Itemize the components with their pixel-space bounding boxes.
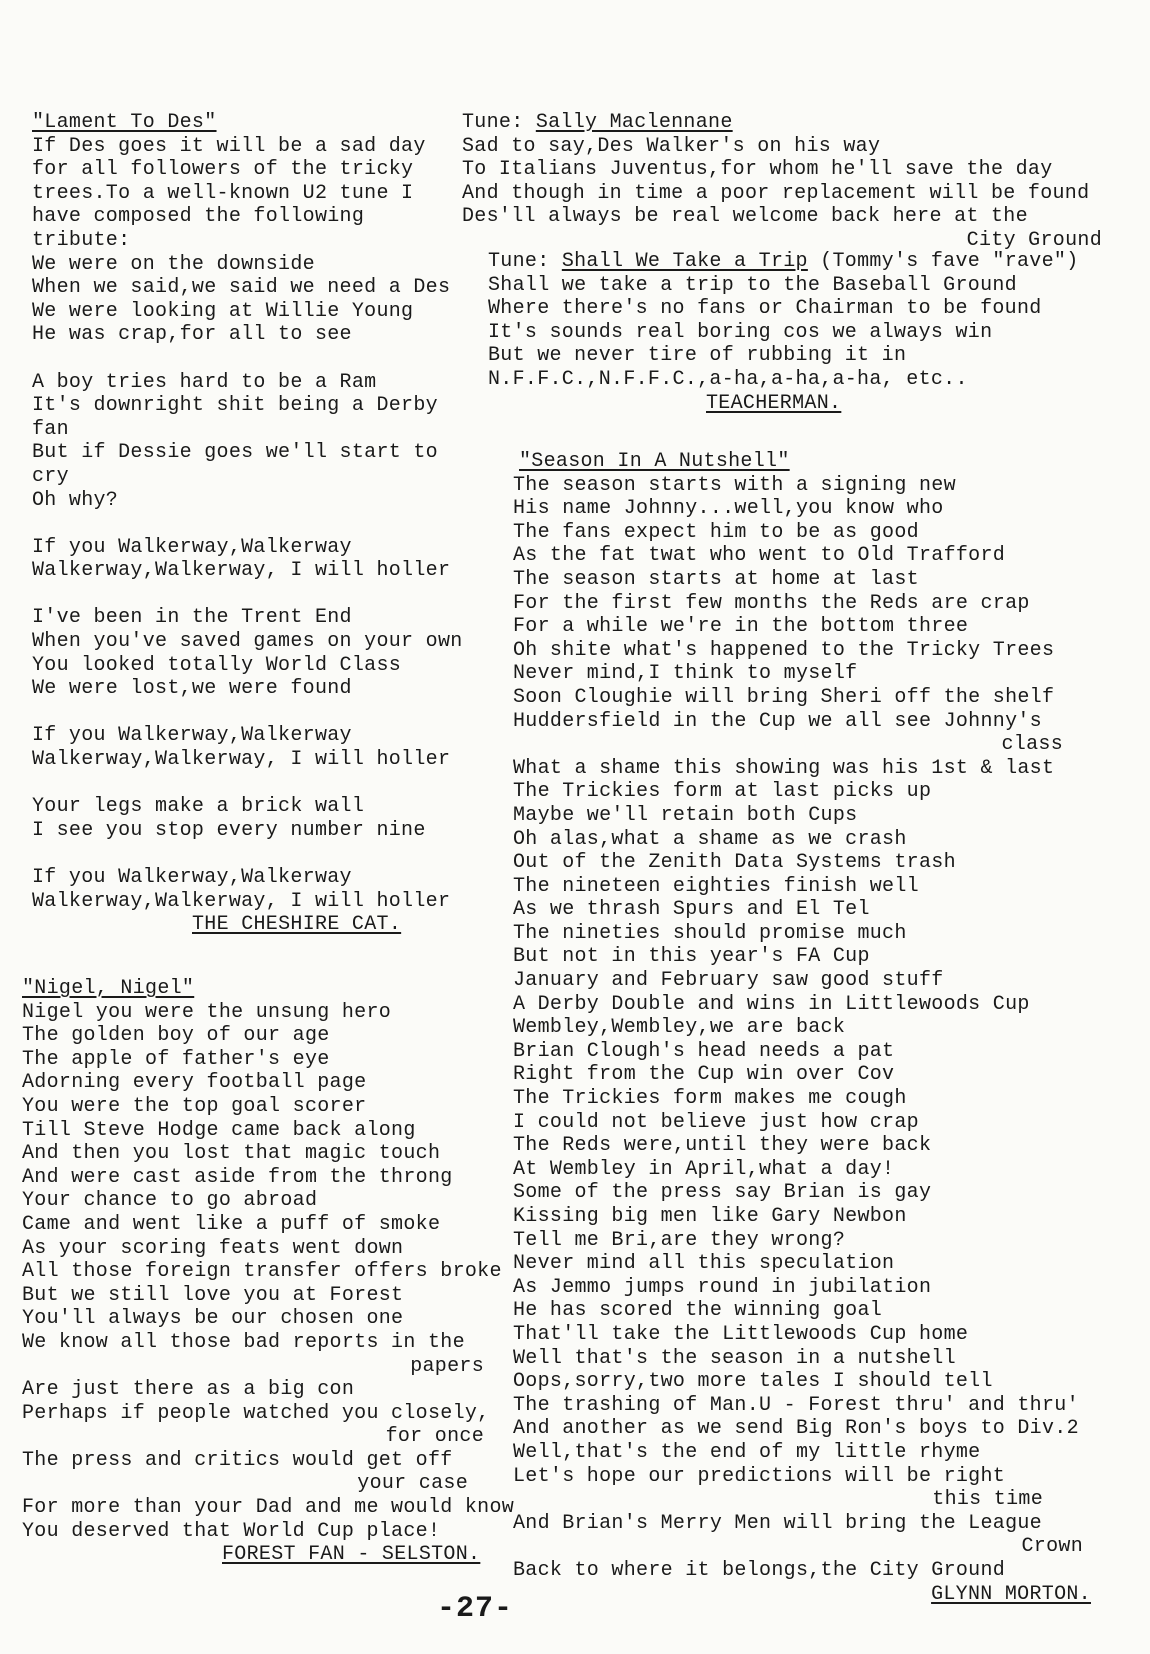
poem-line: For the first few months the Reds are crap xyxy=(513,591,1030,615)
poem-line: We know all those bad reports in the xyxy=(22,1330,465,1354)
poem-line-wrap: City Ground xyxy=(966,228,1102,252)
poem-line: We were looking at Willie Young xyxy=(32,299,414,323)
lament-verse xyxy=(32,795,502,842)
poem-line: As we thrash Spurs and El Tel xyxy=(513,898,870,922)
poem-line: have composed the following xyxy=(32,205,365,229)
poem-line: And were cast aside from the throng xyxy=(22,1165,453,1189)
poem-line: Came and went like a puff of smoke xyxy=(22,1212,441,1236)
poem-line: As the fat twat who went to Old Trafford xyxy=(513,544,1006,568)
poem-line: To Italians Juventus,for whom he'll save the day xyxy=(462,158,1053,182)
poem-line: If you Walkerway,Walkerway xyxy=(32,535,352,559)
poem-line: Oh alas,what a shame as we crash xyxy=(513,827,907,851)
poem-line: As Jemmo jumps round in jubilation xyxy=(513,1275,932,1299)
poem-line: You were the top goal scorer xyxy=(22,1094,367,1118)
poem-line: Till Steve Hodge came back along xyxy=(22,1118,416,1142)
poem-line: Sad to say,Des Walker's on his way xyxy=(462,134,881,158)
poem-line: Right from the Cup win over Cov xyxy=(513,1063,895,1087)
poem-line: The press and critics would get off xyxy=(22,1448,453,1472)
poem-line: His name Johnny...well,you know who xyxy=(513,497,944,521)
poem-line: We were lost,we were found xyxy=(32,677,352,701)
poem-line: As your scoring feats went down xyxy=(22,1236,404,1260)
poem-line: A Derby Double and wins in Littlewoods Cup xyxy=(513,992,1030,1016)
poem-line: But not in this year's FA Cup xyxy=(513,945,870,969)
poem-line-wrap: for once xyxy=(385,1425,484,1449)
poem-line: Well that's the season in a nutshell xyxy=(513,1346,956,1370)
poem-line: For a while we're in the bottom three xyxy=(513,615,969,639)
poem-line: At Wembley in April,what a day! xyxy=(513,1157,895,1181)
poem-line: Let's hope our predictions will be right xyxy=(513,1464,1006,1488)
poem-line-wrap: papers xyxy=(410,1354,484,1378)
poem-line: Walkerway,Walkerway, I will holler xyxy=(32,559,451,583)
season-author: GLYNN MORTON. xyxy=(931,1582,1091,1606)
tune-name: Sally Maclennane xyxy=(535,111,733,134)
lament-poem xyxy=(32,111,502,937)
lament-verse xyxy=(32,371,502,513)
poem-line: January and February saw good stuff xyxy=(513,969,944,993)
poem-line: I could not believe just how crap xyxy=(513,1110,919,1134)
poem-line: You'll always be our chosen one xyxy=(22,1307,404,1331)
poem-line: Wembley,Wembley,we are back xyxy=(513,1016,846,1040)
poem-line: Where there's no fans or Chairman to be found xyxy=(488,297,1042,321)
poem-line: Your chance to go abroad xyxy=(22,1189,318,1213)
poem-line: A boy tries hard to be a Ram xyxy=(32,370,377,394)
poem-line: The Trickies form makes me cough xyxy=(513,1087,907,1111)
poem-line: And then you lost that magic touch xyxy=(22,1142,441,1166)
poem-line: Oh why? xyxy=(32,488,119,512)
poem-line: Tell me Bri,are they wrong? xyxy=(513,1228,846,1252)
poem-line: The trashing of Man.U - Forest thru' and thru' xyxy=(513,1393,1079,1417)
poem-line-wrap: Crown xyxy=(1021,1535,1083,1559)
trip-author: TEACHERMAN. xyxy=(706,391,842,415)
poem-line: The Reds were,until they were back xyxy=(513,1134,932,1158)
poem-line: fan xyxy=(32,417,69,441)
poem-line: Some of the press say Brian is gay xyxy=(513,1181,932,1205)
poem-line: Perhaps if people watched you closely, xyxy=(22,1401,490,1425)
poem-line: If you Walkerway,Walkerway xyxy=(32,724,352,748)
poem-line: He was crap,for all to see xyxy=(32,323,352,347)
poem-line: If you Walkerway,Walkerway xyxy=(32,866,352,889)
lament-author: THE CHESHIRE CAT. xyxy=(192,913,402,937)
poem-line: Back to where it belongs,the City Ground xyxy=(513,1558,1006,1582)
poem-line: The Trickies form at last picks up xyxy=(513,780,932,804)
poem-line: trees.To a well-known U2 tune I xyxy=(32,181,414,205)
poem-line: When we said,we said we need a Des xyxy=(32,276,451,300)
poem-line: If Des goes it will be a sad day xyxy=(32,134,426,158)
poem-line-wrap: your case xyxy=(357,1472,468,1496)
poem-line: Walkerway,Walkerway, I will holler xyxy=(32,748,451,772)
poem-line: It's downright shit being a Derby xyxy=(32,394,438,418)
poem-line: for all followers of the tricky xyxy=(32,158,414,182)
poem-line: tribute: xyxy=(32,228,131,252)
poem-line: Huddersfield in the Cup we all see Johnny's xyxy=(513,709,1042,733)
poem-line: I see you stop every number nine xyxy=(32,818,426,842)
poem-line: You deserved that World Cup place! xyxy=(22,1519,441,1543)
poem-line-wrap: class xyxy=(1001,733,1063,757)
trip-song xyxy=(488,250,1128,415)
poem-line: Nigel you were the unsung hero xyxy=(22,1000,392,1024)
poem-line: Des'll always be real welcome back here at the xyxy=(462,205,1028,229)
poem-line: All those foreign transfer offers broke xyxy=(22,1260,502,1284)
poem-line: The season starts at home at last xyxy=(513,567,919,591)
page-number: -27- xyxy=(437,1592,514,1626)
tune-label: Tune: xyxy=(488,250,562,273)
poem-line: Are just there as a big con xyxy=(22,1378,355,1402)
poem-line: For more than your Dad and me would know xyxy=(22,1496,515,1520)
nigel-poem xyxy=(22,977,515,1567)
poem-line: Adorning every football page xyxy=(22,1071,367,1095)
poem-line: And Brian's Merry Men will bring the League xyxy=(513,1511,1042,1535)
nigel-title: "Nigel, Nigel" xyxy=(22,977,195,1000)
poem-line: What a shame this showing was his 1st & last xyxy=(513,756,1055,780)
season-poem xyxy=(513,450,1133,1606)
poem-line: The apple of father's eye xyxy=(22,1047,330,1071)
poem-line: The nineties should promise much xyxy=(513,921,907,945)
poem-line: But we never tire of rubbing it in xyxy=(488,344,907,368)
poem-line: Shall we take a trip to the Baseball Ground xyxy=(488,273,1017,297)
poem-line: I've been in the Trent End xyxy=(32,606,352,630)
poem-line: He has scored the winning goal xyxy=(513,1299,883,1323)
lament-title: "Lament To Des" xyxy=(32,111,217,134)
poem-line: Soon Cloughie will bring Sheri off the shelf xyxy=(513,685,1055,709)
poem-line: Oh shite what's happened to the Tricky Trees xyxy=(513,638,1055,662)
lament-verse xyxy=(32,606,502,700)
poem-line: That'll take the Littlewoods Cup home xyxy=(513,1322,969,1346)
poem-line: But if Dessie goes we'll start to xyxy=(32,441,438,465)
poem-line: And another as we send Big Ron's boys to Div.2 xyxy=(513,1417,1079,1441)
poem-line: Out of the Zenith Data Systems trash xyxy=(513,851,956,875)
tune-label: Tune: xyxy=(462,111,536,134)
poem-line: Brian Clough's head needs a pat xyxy=(513,1039,895,1063)
poem-line: Maybe we'll retain both Cups xyxy=(513,803,858,827)
poem-line: Walkerway,Walkerway, I will holler xyxy=(32,889,451,913)
poem-line-wrap: this time xyxy=(932,1488,1043,1512)
poem-line: The fans expect him to be as good xyxy=(513,520,919,544)
lament-chorus xyxy=(32,536,502,583)
season-title: "Season In A Nutshell" xyxy=(519,450,790,473)
lament-verse xyxy=(32,253,502,347)
nigel-author: FOREST FAN - SELSTON. xyxy=(222,1543,481,1567)
poem-line: Your legs make a brick wall xyxy=(32,795,365,819)
sally-song xyxy=(462,111,1122,253)
poem-line: But we still love you at Forest xyxy=(22,1283,404,1307)
tune-note: (Tommy's fave "rave") xyxy=(807,250,1079,273)
poem-line: The season starts with a signing new xyxy=(513,473,956,497)
tune-name: Shall We Take a Trip xyxy=(561,250,808,273)
lament-chorus xyxy=(32,866,502,913)
poem-line: It's sounds real boring cos we always win xyxy=(488,320,993,344)
poem-line: Never mind,I think to myself xyxy=(513,662,858,686)
poem-line: The nineteen eighties finish well xyxy=(513,874,919,898)
poem-line: Kissing big men like Gary Newbon xyxy=(513,1205,907,1228)
poem-line: Oops,sorry,two more tales I should tell xyxy=(513,1370,993,1394)
lament-intro xyxy=(32,135,502,253)
poem-line: N.F.F.C.,N.F.F.C.,a-ha,a-ha,a-ha, etc.. xyxy=(488,367,968,391)
poem-line: You looked totally World Class xyxy=(32,653,402,677)
lament-chorus xyxy=(32,724,502,771)
poem-line: cry xyxy=(32,464,69,488)
poem-line: Well,that's the end of my little rhyme xyxy=(513,1440,981,1464)
poem-line: Never mind all this speculation xyxy=(513,1252,895,1276)
poem-line: We were on the downside xyxy=(32,252,315,276)
poem-line: When you've saved games on your own xyxy=(32,630,463,654)
poem-line: The golden boy of our age xyxy=(22,1024,330,1048)
poem-line: And though in time a poor replacement will be found xyxy=(462,181,1090,205)
